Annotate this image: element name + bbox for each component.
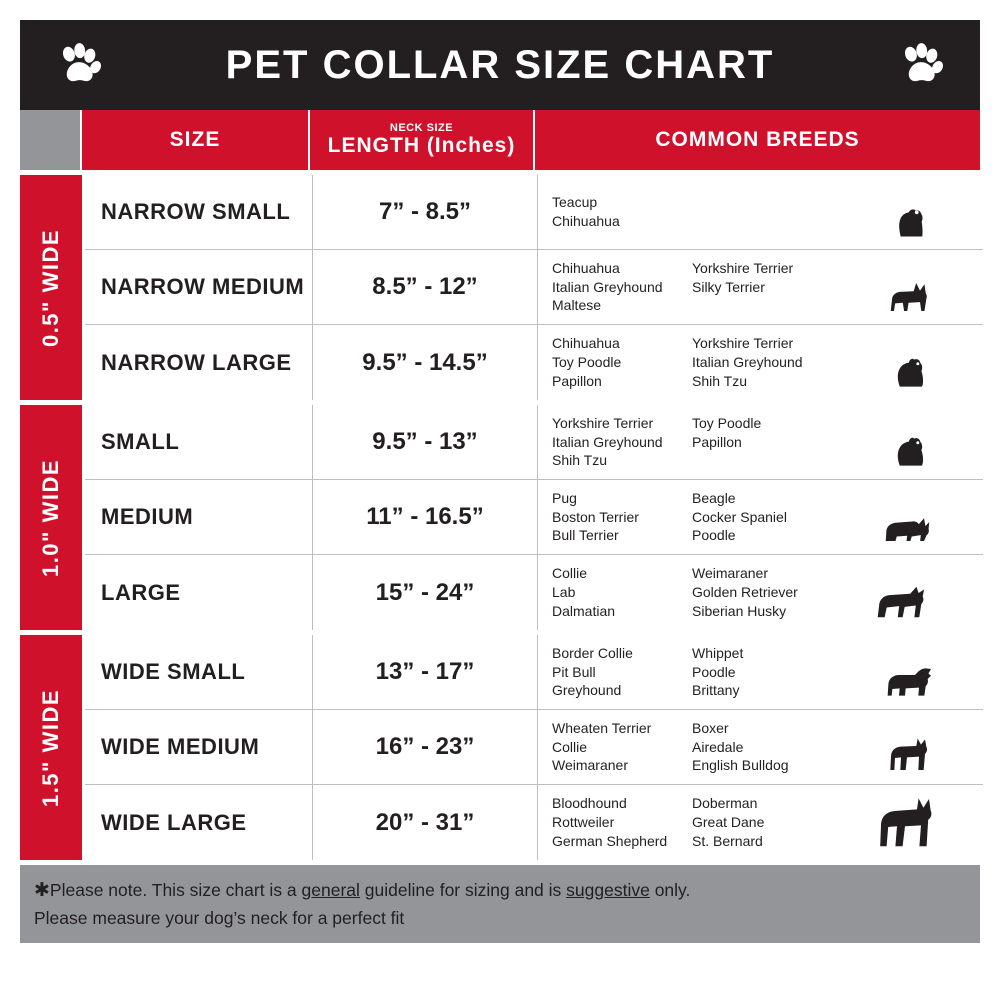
group-label-standard	[20, 405, 82, 630]
breed-item: Weimaraner	[552, 757, 628, 774]
bulldog-silhouette	[853, 639, 973, 705]
breed-item: Wheaten Terrier	[552, 719, 652, 736]
breed-column-1	[552, 489, 692, 546]
group-label-text: 1.0" WIDE	[38, 458, 63, 577]
breed-item: Bloodhound	[552, 795, 627, 812]
breed-item: Border Collie	[552, 644, 633, 661]
breed-item: Pug	[552, 489, 577, 506]
breed-item: Poodle	[692, 527, 736, 544]
cell-breeds	[538, 635, 983, 709]
group-label-wide	[20, 635, 82, 860]
cell-length: 9.5” - 14.5”	[313, 325, 538, 400]
header-cell-size: SIZE	[82, 110, 310, 170]
breed-column-2	[692, 489, 832, 546]
group-wide	[20, 630, 980, 860]
group-label-narrow	[20, 175, 82, 400]
header-cell-width	[20, 110, 82, 170]
cell-length: 11” - 16.5”	[313, 480, 538, 554]
breed-column-1	[552, 193, 692, 231]
breed-item: Beagle	[692, 489, 736, 506]
cell-breeds	[538, 480, 983, 554]
paw-icon	[56, 42, 102, 88]
breed-item: Golden Retriever	[692, 584, 798, 601]
breed-item: Boston Terrier	[552, 508, 639, 525]
yorkie-silhouette	[853, 179, 973, 245]
breed-column-1	[552, 794, 692, 851]
breed-item: Collie	[552, 738, 588, 755]
breed-item: Teacup	[552, 194, 598, 211]
breed-column-2	[692, 644, 832, 701]
paw-icon	[898, 42, 944, 88]
table-row	[85, 250, 983, 325]
breed-item: Papillon	[692, 433, 742, 450]
cell-size: SMALL	[85, 405, 313, 479]
footer-text-suggestive: suggestive	[566, 879, 650, 900]
breed-item: Chihuahua	[552, 335, 620, 352]
breed-item: Weimaraner	[692, 565, 768, 582]
breed-column-2	[692, 794, 832, 851]
chart-header	[20, 20, 980, 110]
breed-item: Yorkshire Terrier	[692, 335, 794, 352]
header-cell-length-sub: NECK SIZE	[389, 121, 454, 134]
breed-item: Papillon	[552, 372, 602, 389]
cell-length: 8.5” - 12”	[313, 250, 538, 324]
papillon-silhouette	[853, 409, 973, 475]
cell-breeds	[538, 405, 983, 479]
cell-length: 20” - 31”	[313, 785, 538, 860]
breed-item: Greyhound	[552, 682, 622, 699]
breed-item: Collie	[552, 565, 588, 582]
breed-column-1	[552, 414, 692, 471]
breed-column-1	[552, 719, 692, 776]
group-label-text: 1.5" WIDE	[38, 688, 63, 807]
footer-text-b: guideline for sizing and is	[359, 879, 567, 900]
breed-item: Great Dane	[692, 814, 765, 831]
doberman-silhouette	[853, 790, 973, 856]
cell-length: 13” - 17”	[313, 635, 538, 709]
breed-item: Poodle	[692, 663, 736, 680]
breed-column-2	[692, 259, 832, 316]
breed-item: Lab	[552, 584, 576, 601]
cell-size: WIDE MEDIUM	[85, 710, 313, 784]
cell-length: 16” - 23”	[313, 710, 538, 784]
header-cell-length	[310, 110, 535, 170]
table-row	[85, 480, 983, 555]
cell-breeds	[538, 555, 983, 630]
table-row	[85, 710, 983, 785]
table-row	[85, 175, 983, 250]
table-header-row	[20, 110, 980, 170]
breed-item: Airedale	[692, 738, 744, 755]
group-narrow	[20, 170, 980, 400]
footer-text-a: Please note. This size chart is a	[49, 879, 302, 900]
breed-column-1	[552, 564, 692, 621]
cell-size: NARROW LARGE	[85, 325, 313, 400]
breed-item: Rottweiler	[552, 814, 615, 831]
breed-item: German Shepherd	[552, 832, 668, 849]
breed-item: Bull Terrier	[552, 527, 619, 544]
breed-column-2	[692, 564, 832, 621]
breed-item: Toy Poodle	[692, 414, 762, 431]
chihuahua-silhouette	[853, 254, 973, 320]
breed-item: Yorkshire Terrier	[552, 414, 654, 431]
group-label-text: 0.5" WIDE	[38, 228, 63, 347]
asterisk-icon: ✱	[34, 879, 50, 901]
cell-breeds	[538, 175, 983, 249]
table-row	[85, 325, 983, 400]
retriever-silhouette	[853, 560, 973, 626]
breed-item: Italian Greyhound	[552, 433, 663, 450]
cell-size: MEDIUM	[85, 480, 313, 554]
breed-item: Whippet	[692, 644, 744, 661]
breed-item: Dalmatian	[552, 602, 616, 619]
breed-column-2	[692, 719, 832, 776]
table-row	[85, 555, 983, 630]
beagle-silhouette	[853, 484, 973, 550]
cell-breeds	[538, 710, 983, 784]
breed-item: Boxer	[692, 719, 729, 736]
cell-length: 15” - 24”	[313, 555, 538, 630]
boxer-silhouette	[853, 714, 973, 780]
breed-column-2	[692, 334, 832, 391]
group-standard	[20, 400, 980, 630]
breed-item: Italian Greyhound	[692, 354, 803, 371]
breed-item: Brittany	[692, 682, 740, 699]
papillon-silhouette	[853, 330, 973, 396]
table-row	[85, 635, 983, 710]
page-title: PET COLLAR SIZE CHART	[225, 42, 775, 87]
cell-breeds	[538, 250, 983, 324]
breed-column-2	[692, 414, 832, 471]
breed-item: St. Bernard	[692, 832, 763, 849]
breed-item: Italian Greyhound	[552, 278, 663, 295]
cell-size: NARROW SMALL	[85, 175, 313, 249]
header-cell-breeds: COMMON BREEDS	[655, 128, 860, 151]
cell-size: WIDE LARGE	[85, 785, 313, 860]
breed-item: Shih Tzu	[552, 452, 607, 469]
breed-item: Shih Tzu	[692, 372, 747, 389]
breed-column-2	[692, 193, 832, 231]
breed-item: Pit Bull	[552, 663, 596, 680]
footer-text-c: only.	[649, 879, 691, 900]
footer-text-general: general	[301, 879, 360, 900]
footer-line-1	[34, 877, 966, 906]
cell-length: 7” - 8.5”	[313, 175, 538, 249]
breed-column-1	[552, 334, 692, 391]
breed-column-1	[552, 259, 692, 316]
breed-item: Toy Poodle	[552, 354, 622, 371]
breed-item: Chihuahua	[552, 259, 620, 276]
cell-length: 9.5” - 13”	[313, 405, 538, 479]
breed-item: Doberman	[692, 795, 758, 812]
cell-size: LARGE	[85, 555, 313, 630]
cell-size: NARROW MEDIUM	[85, 250, 313, 324]
breed-item: Cocker Spaniel	[692, 508, 787, 525]
size-table	[20, 110, 980, 860]
breed-item: Maltese	[552, 297, 602, 314]
breed-column-1	[552, 644, 692, 701]
cell-size: WIDE SMALL	[85, 635, 313, 709]
breed-item: English Bulldog	[692, 757, 789, 774]
cell-breeds	[538, 785, 983, 860]
breed-item: Yorkshire Terrier	[692, 259, 794, 276]
breed-item: Siberian Husky	[692, 602, 787, 619]
table-row	[85, 405, 983, 480]
table-row	[85, 785, 983, 860]
cell-breeds	[538, 325, 983, 400]
header-cell-length-main: LENGTH (Inches)	[327, 134, 516, 158]
breed-item: Silky Terrier	[692, 278, 765, 295]
breed-item: Chihuahua	[552, 213, 620, 229]
footer-note	[20, 865, 980, 943]
footer-line-2: Please measure your dog’s neck for a perfect fit	[34, 908, 405, 929]
